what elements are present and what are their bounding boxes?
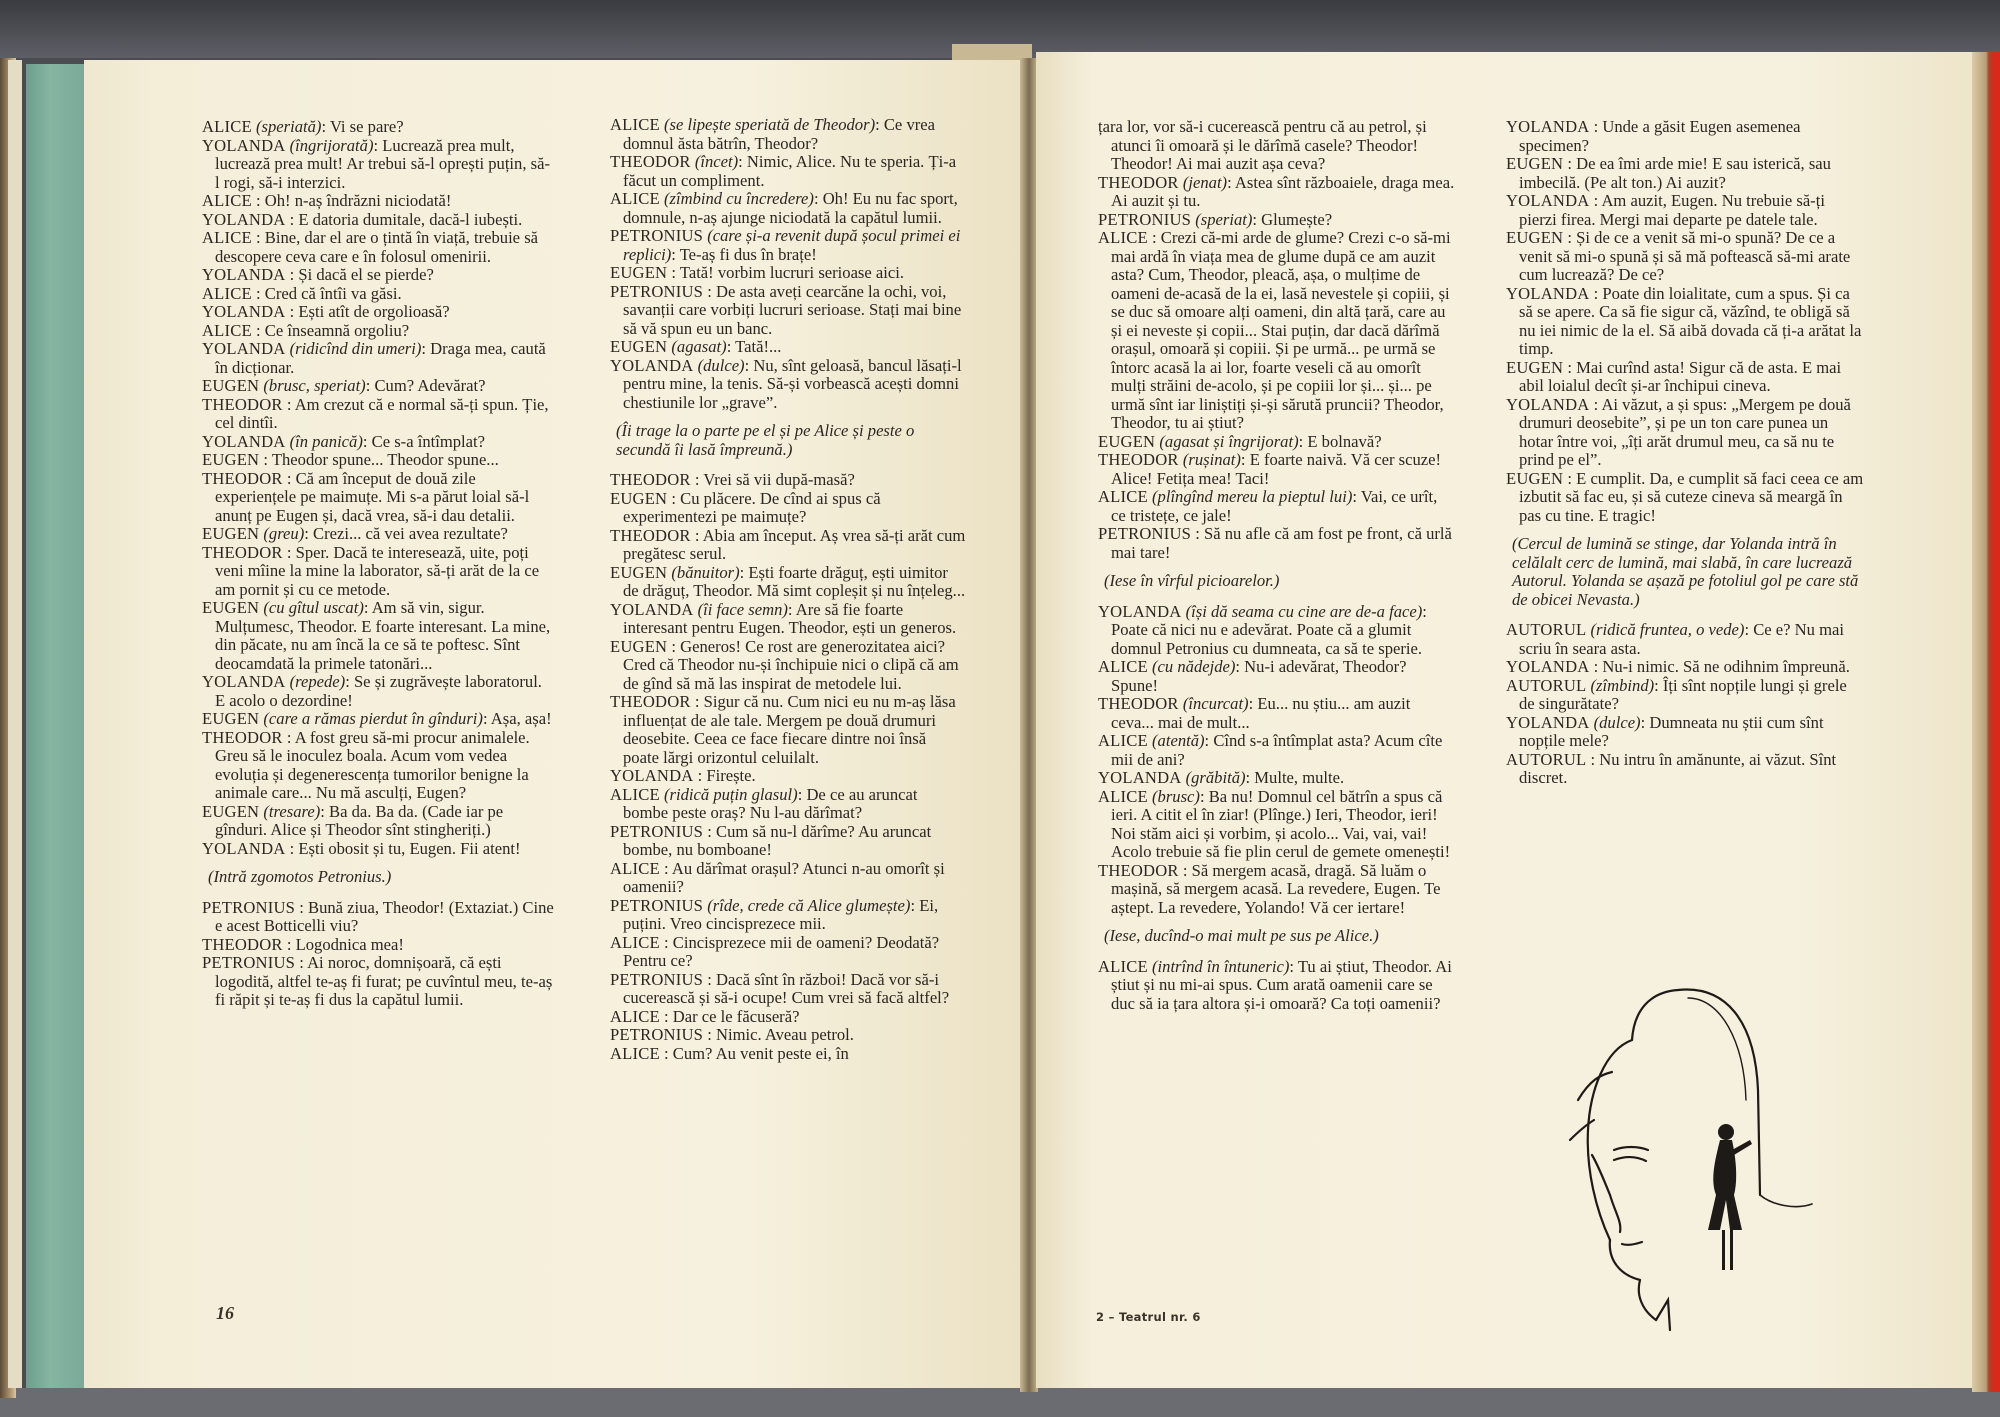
- dialogue-line: EUGEN (cu gîtul uscat): Am să vin, sigur. Mulțumesc, Theodor. E foarte interesant. La mine, din păcate, nu am încă la ce să te poftesc. Sînt deocamdată la primele tatonări...: [202, 598, 551, 673]
- line-text: Poate din loialitate, cum a spus. Și ca să se apere. Ca să fie sigur că, văzînd, te obligă să nu iei nimic de la el. Să aibă dovada că ți-a arătat la timp.: [1519, 283, 1862, 358]
- speaker-name: ALICE: [610, 189, 660, 208]
- speaker-name: THEODOR: [610, 152, 691, 171]
- speaker-name: AUTORUL: [1506, 675, 1587, 695]
- binding-bottom: [0, 1388, 2000, 1417]
- stage-note: (atentă): [1152, 731, 1205, 750]
- line-text: Theodor spune... Theodor spune...: [271, 450, 499, 469]
- dialogue-line: ALICE (intrînd în întuneric): Tu ai știut, Theodor. Ai știut și nu mi-ai spus. Cum arată oamenii care se duc să ia țara altora și-i omoară? Ca toți oamenii?: [1098, 956, 1452, 1013]
- line-text: Sigur că nu. Cum nici eu nu m-aș lăsa influențat de ale tale. Mergem pe două drumuri deosebite. Ceea ce face fiecare dintre noi însă poate lărgi orizontul celuilalt.: [623, 692, 956, 767]
- dialogue-line: ALICE (se lipește speriată de Theodor): Ce vrea domnul ăsta bătrîn, Theodor?: [610, 115, 935, 153]
- speaker-name: THEODOR: [202, 394, 283, 414]
- speaker-name: PETRONIUS: [610, 969, 704, 989]
- speaker-name: EUGEN: [610, 263, 668, 282]
- line-text: Abia am început. Aș vrea să-ți arăt cum pregătesc serul.: [623, 525, 966, 563]
- stage-note: (ridicînd din umeri): [289, 339, 422, 358]
- line-text: Am crezut că e normal să-ți spun. Ție, cel dintîi.: [215, 394, 549, 432]
- line-text: Cînd s-a întîmplat asta? Acum cîte mii de ani?: [1111, 731, 1443, 769]
- speaker-name: ALICE: [202, 191, 252, 210]
- stage-note: (bănuitor): [671, 562, 740, 582]
- speaker-name: EUGEN: [1506, 154, 1564, 173]
- dialogue-line: YOLANDA (îngrijorată): Lucrează prea mult, lucrează prea mult! Ar trebui să-l oprești puțin, să-l rogi, să-i interzici.: [202, 135, 550, 192]
- speaker-name: EUGEN: [202, 709, 260, 728]
- line-text: Generos! Ce rost are generozitatea aici? Cred că Theodor nu-și închipuie nici o clipă că am de gînd să mă las inspirat de metodele lui.: [623, 636, 959, 693]
- dialogue-line: THEODOR : Sigur că nu. Cum nici eu nu m-aș lăsa influențat de ale tale. Mergem pe două drumuri deosebite. Ceea ce face fiecare dintre noi însă poate lărgi orizontul celuilalt.: [610, 692, 956, 767]
- speaker-name: YOLANDA: [1506, 712, 1590, 732]
- speaker-name: THEODOR: [610, 470, 691, 489]
- dialogue-line: ALICE (brusc): Ba nu! Domnul cel bătrîn a spus că ieri. A citit el în ziar! (Plînge.) Ieri, Theodor, ieri! Noi stăm aici și vorbim, și acolo... Vai, vai, vai! Acolo trebuie să fie plin cerul de gemete omenești!: [1098, 786, 1451, 861]
- stage-note: (îngrijorată): [289, 135, 374, 155]
- dialogue-line: ALICE : Cum? Au venit peste ei, în: [610, 1043, 849, 1063]
- illustration-woman-face: [1550, 980, 1830, 1335]
- dialogue-line: PETRONIUS : Bună ziua, Theodor! (Extaziat.) Cine e acest Botticelli viu?: [202, 897, 554, 935]
- dialogue-line: PETRONIUS : De asta aveți cearcăne la ochi, voi, savanții care vorbiți lucruri serioase. Stați mai bine să vă spun eu un banc.: [610, 281, 962, 338]
- line-text: Ei, puțini. Vreo cincisprezece mii.: [623, 895, 939, 933]
- line-text: E datoria dumitale, dacă-l iubești.: [298, 209, 523, 229]
- dialogue-line: THEODOR : A fost greu să-mi procur animalele. Greu să le inoculez boala. Acum vom vedea evoluția și degenerescența tumorilor benigne la animale care... Nu mă asculți, Eugen?: [202, 727, 530, 802]
- stage-direction: (Iese, ducînd-o mai mult pe sus pe Alice.): [1104, 926, 1379, 945]
- speaker-name: ALICE: [202, 320, 252, 340]
- line-text: Dar ce le făcuseră?: [672, 1006, 800, 1026]
- dialogue-line: ALICE (speriată): Vi se pare?: [202, 117, 404, 136]
- line-text: Ești foarte drăguț, ești uimitor de drăguț, Theodor. Mă simt copleșit și nu înțeleg...: [623, 562, 966, 600]
- speaker-name: EUGEN: [1506, 228, 1564, 247]
- dialogue-line: EUGEN (agasat și îngrijorat): E bolnavă?: [1098, 431, 1382, 451]
- dialogue-line: EUGEN : Theodor spune... Theodor spune...: [202, 450, 499, 469]
- stage-note: (rîde, crede că Alice glumește): [707, 895, 911, 915]
- speaker-name: PETRONIUS: [1098, 209, 1192, 229]
- line-text: Astea sînt războaiele, draga mea. Ai auzit și tu.: [1111, 172, 1455, 210]
- speaker-name: EUGEN: [1506, 357, 1564, 377]
- stage-note: (intrînd în întuneric): [1152, 956, 1290, 976]
- line-text: Îți sînt nopțile lungi și grele de singurătate?: [1519, 675, 1847, 713]
- dialogue-line: EUGEN : Și de ce a venit să mi-o spună? De ce a venit să mi-o spună și să mă poftească să-mi arate cum lucrează? De ce?: [1506, 228, 1851, 284]
- dialogue-line: YOLANDA (își dă seama cu cine are de-a face): Poate că nici nu e adevărat. Poate că a glumit domnul Petronius cu dumneata, ca să te sperie.: [1098, 601, 1427, 658]
- dialogue-line: PETRONIUS (speriat): Glumește?: [1098, 209, 1333, 229]
- dialogue-line: PETRONIUS : Nimic. Aveau petrol.: [610, 1025, 854, 1044]
- stage-note: (cu gîtul uscat): [263, 598, 364, 617]
- line-text: Firește.: [706, 766, 756, 785]
- dialogue-line: PETRONIUS (care și-a revenit după șocul primei ei replici): Te-aș fi dus în brațe!: [610, 226, 961, 264]
- speaker-name: EUGEN: [202, 598, 260, 617]
- line-text: Crezi că-mi arde de glume? Crezi c-o să-mi mai ardă în viața mea de glume după ce am auzit asta? Cum, Theodor, pleacă, așa, o mulțime de oameni de-acasă de la ei, lasă nevestele și copiii, și se duc să omoare alți oameni, din altă țară, care au și ei neveste și copii... Stai puțin, dar dacă dărîmă orașul, omoară și copiii. Și pe urmă... pe urmă se întorc acasă la ai lor, foarte veseli că au omorît mulți străini de-acolo, și pe copiii lor și... și... pe urmă sînt iar liniștiți și-și sărută pruncii? Theodor, Theodor, tu ai știut?: [1111, 228, 1451, 432]
- dialogue-line: THEODOR (rușinat): E foarte naivă. Vă cer scuze! Alice! Fetița mea! Taci!: [1098, 450, 1442, 488]
- dialogue-line: ALICE (ridică puțin glasul): De ce au aruncat bombe peste oraș? Nu l-au dărîmat?: [610, 784, 918, 822]
- line-text: Bună ziua, Theodor! (Extaziat.) Cine e acest Botticelli viu?: [215, 897, 554, 935]
- dialogue-line: AUTORUL : Nu intru în amănunte, ai văzut. Sînt discret.: [1506, 749, 1837, 787]
- dialogue-line: YOLANDA : Și dacă el se pierde?: [202, 265, 434, 284]
- line-text: Dacă sînt în război! Dacă vor să-i cucerească și să-i ocupe! Cum vrei să facă altfel?: [623, 969, 950, 1007]
- line-text: Dumneata nu știi cum sînt nopțile mele?: [1519, 712, 1824, 750]
- speaker-name: THEODOR: [1098, 450, 1179, 469]
- dialogue-line: YOLANDA : Ești atît de orgolioasă?: [202, 302, 450, 321]
- line-text: Cred că întîi va găsi.: [264, 283, 402, 303]
- speaker-name: ALICE: [610, 1043, 660, 1063]
- speaker-name: YOLANDA: [202, 838, 286, 858]
- dialogue-line: YOLANDA : E datoria dumitale, dacă-l iubești.: [202, 209, 523, 229]
- dialogue-line: EUGEN : Tată! vorbim lucruri serioase aici.: [610, 263, 905, 282]
- speaker-name: ALICE: [1098, 487, 1148, 506]
- speaker-name: YOLANDA: [202, 135, 286, 155]
- speaker-name: THEODOR: [610, 525, 691, 545]
- line-text: Nimic. Aveau petrol.: [716, 1025, 854, 1044]
- speaker-name: EUGEN: [202, 801, 260, 821]
- line-text: E cumplit. Da, e cumplit să faci ceea ce am izbutit să fac eu, și să cuteze cineva să meargă în pas cu tine. E tragic!: [1519, 468, 1864, 525]
- stage-note: (care a rămas pierdut în gînduri): [263, 709, 483, 728]
- line-text: Tată!...: [735, 337, 782, 356]
- line-text: Lucrează prea mult, lucrează prea mult! Ar trebui să-l oprești puțin, să-l rogi, să-i interzici.: [215, 135, 550, 192]
- line-text: Ești obosit și tu, Eugen. Fii atent!: [298, 838, 521, 858]
- left-page-column-1: [202, 118, 554, 1010]
- speaker-name: EUGEN: [202, 524, 260, 543]
- dialogue-line: EUGEN (bănuitor): Ești foarte drăguț, ești uimitor de drăguț, Theodor. Mă simt copleșit și nu înțeleg...: [610, 562, 966, 600]
- line-text: Cu plăcere. De cînd ai spus că experimentezi pe maimuțe?: [623, 488, 881, 526]
- green-page-edge: [26, 64, 86, 1388]
- speaker-name: PETRONIUS: [1098, 524, 1192, 543]
- line-text: Nu intru în amănunte, ai văzut. Sînt discret.: [1519, 749, 1837, 787]
- speaker-name: YOLANDA: [610, 599, 694, 619]
- line-text: Că am început de două zile experiențele pe maimuțe. Mi s-a părut loial să-l anunț pe Eugen și, dacă vrea, să-i dau detalii.: [215, 468, 530, 525]
- line-text: Logodnica mea!: [295, 934, 404, 954]
- speaker-name: THEODOR: [202, 468, 283, 488]
- line-text: Unde a găsit Eugen asemenea specimen?: [1519, 117, 1801, 155]
- speaker-name: YOLANDA: [202, 672, 286, 691]
- stage-note: (încurcat): [1182, 694, 1249, 713]
- speaker-name: YOLANDA: [610, 766, 694, 785]
- dialogue-line: THEODOR (jenat): Astea sînt războaiele, draga mea. Ai auzit și tu.: [1098, 172, 1455, 210]
- line-text: Am auzit, Eugen. Nu trebuie să-ți pierzi firea. Mergi mai departe pe datele tale.: [1519, 191, 1825, 229]
- dialogue-line: PETRONIUS (rîde, crede că Alice glumește): Ei, puțini. Vreo cincisprezece mii.: [610, 895, 939, 933]
- speaker-name: YOLANDA: [1506, 657, 1590, 676]
- line-text: Au dărîmat orașul? Atunci n-au omorît și oamenii?: [623, 858, 945, 896]
- speaker-name: YOLANDA: [1506, 283, 1590, 303]
- stage-note: (agasat): [671, 337, 727, 356]
- line-text: Vrei să vii după-masă?: [703, 470, 855, 489]
- speaker-name: EUGEN: [1506, 468, 1564, 488]
- speaker-name: THEODOR: [202, 542, 283, 562]
- dialogue-line: THEODOR : Abia am început. Aș vrea să-ți arăt cum pregătesc serul.: [610, 525, 966, 563]
- speaker-name: EUGEN: [610, 562, 668, 582]
- right-page-column-2: [1506, 118, 1866, 788]
- stage-note: (greu): [263, 524, 305, 543]
- speaker-name: THEODOR: [1098, 694, 1179, 713]
- stage-note: (îi face semn): [697, 599, 788, 619]
- line-text: Mai curînd asta! Sigur că de asta. E mai abil loialul decît și-ar închipui cineva.: [1519, 357, 1842, 395]
- line-text: Sper. Dacă te interesează, uite, poți veni mîine la mine la laborator, să-ți arăt de la ce am pornit și cu ce metode.: [215, 542, 540, 599]
- dialogue-line: THEODOR (încet): Nimic, Alice. Nu te speria. Ți-a făcut un compliment.: [610, 152, 957, 190]
- line-text: Glumește?: [1261, 209, 1333, 229]
- stage-note: (grăbită): [1185, 768, 1246, 787]
- stage-note: (se lipește speriată de Theodor): [664, 115, 876, 134]
- speaker-name: PETRONIUS: [610, 821, 704, 841]
- dialogue-line: YOLANDA : Firește.: [610, 766, 756, 785]
- speaker-name: PETRONIUS: [202, 953, 296, 972]
- line-text: Și dacă el se pierde?: [298, 265, 434, 284]
- speaker-name: YOLANDA: [1506, 394, 1590, 414]
- stage-note: (care și-a revenit după șocul primei ei replici): [623, 226, 961, 264]
- speaker-name: PETRONIUS: [610, 1025, 704, 1044]
- dialogue-line: YOLANDA : Poate din loialitate, cum a spus. Și ca să se apere. Ca să fie sigur că, văzînd, te obligă să nu iei nimic de la el. Să aibă dovada că ți-a arătat la timp.: [1506, 283, 1862, 358]
- line-text: Oh! Eu nu fac sport, domnule, n-aș ajunge niciodată la capătul lumii.: [623, 189, 958, 227]
- dialogue-line: YOLANDA (dulce): Dumneata nu știi cum sînt nopțile mele?: [1506, 712, 1824, 750]
- line-text: Ce înseamnă orgoliu?: [264, 320, 410, 340]
- dialogue-line: ALICE : Cincisprezece mii de oameni? Deodată? Pentru ce?: [610, 932, 940, 970]
- speaker-name: YOLANDA: [202, 339, 286, 358]
- dialogue-line: THEODOR : Să mergem acasă, dragă. Să luăm o mașină, să mergem acasă. La revedere, Eugen. Te aștept. La revedere, Yolando! Vă cer iertare!: [1098, 860, 1441, 917]
- speaker-name: ALICE: [1098, 657, 1148, 676]
- dialogue-line: PETRONIUS : Să nu afle că am fost pe front, că urlă mai tare!: [1098, 524, 1452, 562]
- line-text: Bine, dar el are o țintă în viață, trebuie să descopere ceva care e în folosul omenirii.: [215, 228, 539, 266]
- speaker-name: EUGEN: [202, 376, 260, 395]
- dialogue-line: EUGEN (tresare): Ba da. Ba da. (Cade iar pe gînduri. Alice și Theodor sînt stingheriți.): [202, 801, 504, 839]
- line-text: Ba da. Ba da. (Cade iar pe gînduri. Alice și Theodor sînt stingheriți.): [215, 801, 504, 839]
- stage-direction: (Iese în vîrful picioarelor.): [1104, 571, 1280, 590]
- line-text: Te-aș fi dus în brațe!: [679, 244, 817, 264]
- speaker-name: THEODOR: [1098, 172, 1179, 192]
- line-text: Poate că nici nu e adevărat. Poate că a glumit domnul Petronius cu dumneata, ca să te sperie.: [1111, 620, 1423, 658]
- speaker-name: EUGEN: [610, 636, 668, 656]
- speaker-name: ALICE: [610, 784, 660, 804]
- speaker-name: ALICE: [610, 115, 660, 134]
- stage-note: (încet): [694, 152, 739, 171]
- speaker-name: THEODOR: [610, 692, 691, 711]
- speaker-name: THEODOR: [1098, 860, 1179, 880]
- speaker-name: ALICE: [610, 858, 660, 878]
- dialogue-line: YOLANDA (repede): Se și zugrăvește laboratorul. E acolo o dezordine!: [202, 672, 542, 710]
- speaker-name: EUGEN: [610, 488, 668, 508]
- line-text: A fost greu să-mi procur animalele. Greu să le inoculez boala. Acum vom vedea evoluția și degenerescența tumorilor benigne la animale care... Nu mă asculți, Eugen?: [215, 727, 530, 802]
- line-text: Cum? Au venit peste ei, în: [672, 1043, 849, 1063]
- page-footer: 2 – Teatrul nr. 6: [1096, 1310, 1201, 1324]
- speaker-name: ALICE: [610, 932, 660, 952]
- stage-note: (ridică puțin glasul): [664, 784, 798, 804]
- dialogue-line: ALICE (atentă): Cînd s-a întîmplat asta? Acum cîte mii de ani?: [1098, 731, 1443, 769]
- line-text: Am să vin, sigur. Mulțumesc, Theodor. E foarte interesant. La mine, din păcate, nu am încă la ce să te poftesc. Sînt deocamdată la primele tatonări...: [215, 598, 551, 673]
- line-text: Oh! n-aș îndrăzni niciodată!: [264, 191, 452, 210]
- line-text: Ce s-a întîmplat?: [371, 431, 486, 451]
- stage-note: (brusc): [1152, 786, 1200, 806]
- speaker-name: ALICE: [610, 1006, 660, 1026]
- line-text: Nu, sînt geloasă, bancul lăsați-l pentru mine, la tenis. Să-și vorbească acești domni chestiunile lor „grave”.: [623, 355, 962, 412]
- stage-note: (speriată): [256, 117, 322, 136]
- page-stack-right: [1972, 52, 2000, 1392]
- speaker-name: YOLANDA: [202, 302, 286, 321]
- dialogue-line: EUGEN : Cu plăcere. De cînd ai spus că experimentezi pe maimuțe?: [610, 488, 881, 526]
- line-text: Să nu afle că am fost pe front, că urlă mai tare!: [1111, 524, 1452, 562]
- line-text: De ce au aruncat bombe peste oraș? Nu l-au dărîmat?: [623, 784, 918, 822]
- dialogue-line: EUGEN : E cumplit. Da, e cumplit să faci ceea ce am izbutit să fac eu, și să cuteze cineva să meargă în pas cu tine. E tragic!: [1506, 468, 1864, 525]
- speaker-name: THEODOR: [202, 934, 283, 954]
- dialogue-line: [1098, 118, 1456, 174]
- line-text: Și de ce a venit să mi-o spună? De ce a venit să mi-o spună și să mă poftească să-mi arate cum lucrează? De ce?: [1519, 228, 1851, 284]
- stage-note: (plîngînd mereu la pieptul lui): [1152, 487, 1353, 506]
- speaker-name: YOLANDA: [610, 355, 694, 375]
- dialogue-line: YOLANDA (în panică): Ce s-a întîmplat?: [202, 431, 486, 451]
- dialogue-line: ALICE : Bine, dar el are o țintă în viață, trebuie să descopere ceva care e în folosul omenirii.: [202, 228, 539, 266]
- speaker-name: PETRONIUS: [610, 895, 704, 915]
- right-page-column-1: [1098, 118, 1456, 1013]
- dialogue-line: EUGEN (greu): Crezi... că vei avea rezultate?: [202, 524, 508, 543]
- line-text: Cum să nu-l dărîme? Au aruncat bombe, nu bomboane!: [623, 821, 932, 859]
- stage-note: (dulce): [1593, 712, 1641, 732]
- speaker-name: ALICE: [1098, 731, 1148, 750]
- dialogue-line: YOLANDA (îi face semn): Are să fie foarte interesant pentru Eugen. Theodor, ești un generos.: [610, 599, 957, 637]
- speaker-name: ALICE: [202, 117, 252, 136]
- line-text: Cincisprezece mii de oameni? Deodată? Pentru ce?: [623, 932, 940, 970]
- line-text: Vi se pare?: [329, 117, 404, 136]
- speaker-name: AUTORUL: [1506, 620, 1587, 639]
- stage-direction: (Îi trage la o parte pe el și pe Alice și peste o secundă îi lasă împreună.): [616, 421, 915, 459]
- line-text: Ce e? Nu mai scriu în seara asta.: [1519, 620, 1844, 658]
- dialogue-line: ALICE : Dar ce le făcuseră?: [610, 1006, 800, 1026]
- line-text: Ești atît de orgolioasă?: [298, 302, 450, 321]
- stage-note: (repede): [289, 672, 346, 691]
- dialogue-line: ALICE : Crezi că-mi arde de glume? Crezi c-o să-mi mai ardă în viața mea de glume după ce am auzit asta? Cum, Theodor, pleacă, așa, o mulțime de oameni de-acasă de la ei, lasă nevestele și copiii, și se duc să omoare alți oameni, din altă țară, care au și ei neveste și copii... Stai puțin, dar dacă dărîmă orașul, omoară și copiii. Și pe urmă... pe urmă se întorc acasă la ai lor, foarte veseli că au omorît mulți străini de-acolo, și pe copiii lor și... și... pe urmă sînt iar liniștiți și-și sărută pruncii? Theodor, Theodor, tu ai știut?: [1098, 228, 1451, 432]
- dialogue-line: YOLANDA : Unde a găsit Eugen asemenea specimen?: [1506, 117, 1801, 155]
- speaker-name: ALICE: [1098, 228, 1148, 247]
- speaker-name: EUGEN: [1098, 431, 1156, 451]
- dialogue-line: THEODOR : Sper. Dacă te interesează, uite, poți veni mîine la mine la laborator, să-ți arăt de la ce am pornit și cu ce metode.: [202, 542, 540, 599]
- stage-note: (dulce): [697, 355, 745, 375]
- dialogue-line: THEODOR : Logodnica mea!: [202, 934, 404, 954]
- dialogue-line: YOLANDA : Ai văzut, a și spus: „Mergem pe două drumuri deosebite”, și pe un ton care punea un hotar între voi, „îți arăt drumul meu, ca să nu te prind pe el”.: [1506, 394, 1851, 469]
- line-text: Are să fie foarte interesant pentru Eugen. Theodor, ești un generos.: [623, 599, 957, 637]
- speaker-name: YOLANDA: [1506, 117, 1590, 136]
- line-text: Tată! vorbim lucruri serioase aici.: [679, 263, 905, 282]
- line-text: Să mergem acasă, dragă. Să luăm o mașină, să mergem acasă. La revedere, Eugen. Te aștept. La revedere, Yolando! Vă cer iertare!: [1111, 860, 1441, 917]
- dialogue-line: THEODOR (încurcat): Eu... nu știu... am auzit ceva... mai de mult...: [1098, 694, 1411, 732]
- dialogue-line: EUGEN (brusc, speriat): Cum? Adevărat?: [202, 376, 486, 395]
- dialogue-line: ALICE (plîngînd mereu la pieptul lui): Vai, ce urît, ce tristețe, ce jale!: [1098, 487, 1438, 525]
- line-text: De ea îmi arde mie! E sau isterică, sau imbecilă. (Pe alt ton.) Ai auzit?: [1519, 154, 1831, 192]
- line-text: Așa, așa!: [490, 709, 552, 728]
- dialogue-line: PETRONIUS : Cum să nu-l dărîme? Au aruncat bombe, nu bomboane!: [610, 821, 932, 859]
- stage-note: (jenat): [1182, 172, 1228, 192]
- dialogue-line: ALICE : Au dărîmat orașul? Atunci n-au omorît și oamenii?: [610, 858, 945, 896]
- dialogue-line: EUGEN : De ea îmi arde mie! E sau isterică, sau imbecilă. (Pe alt ton.) Ai auzit?: [1506, 154, 1831, 192]
- dialogue-line: THEODOR : Vrei să vii după-masă?: [610, 470, 855, 489]
- dialogue-line: YOLANDA (ridicînd din umeri): Draga mea, caută în dicționar.: [202, 339, 546, 377]
- dialogue-line: YOLANDA (dulce): Nu, sînt geloasă, bancul lăsați-l pentru mine, la tenis. Să-și vorbească acești domni chestiunile lor „grave”.: [610, 355, 962, 412]
- dialogue-line: PETRONIUS : Dacă sînt în război! Dacă vor să-i cucerească și să-i ocupe! Cum vrei să facă altfel?: [610, 969, 950, 1007]
- dialogue-line: YOLANDA : Ești obosit și tu, Eugen. Fii atent!: [202, 838, 521, 858]
- speaker-name: PETRONIUS: [610, 226, 704, 245]
- speaker-name: AUTORUL: [1506, 749, 1587, 769]
- line-text: Ba nu! Domnul cel bătrîn a spus că ieri. A citit el în ziar! (Plînge.) Ieri, Theodor, ieri! Noi stăm aici și vorbim, și acolo... Vai, vai, vai! Acolo trebuie să fie plin cerul de gemete omenești!: [1111, 786, 1451, 861]
- speaker-name: PETRONIUS: [202, 897, 296, 917]
- line-text: E bolnavă?: [1307, 431, 1382, 451]
- dialogue-line: YOLANDA : Nu-i nimic. Să ne odihnim împreună.: [1506, 657, 1850, 676]
- dialogue-line: PETRONIUS : Ai noroc, domnișoară, că ești logodită, altfel te-aș fi furat; pe cuvîntul meu, te-aș fi răpit și te-aș fi dus la capătul lumii.: [202, 953, 553, 1009]
- dialogue-line: YOLANDA : Am auzit, Eugen. Nu trebuie să-ți pierzi firea. Mergi mai departe pe datele tale.: [1506, 191, 1825, 229]
- page-number: 16: [216, 1303, 234, 1323]
- line-text: Nu-i nimic. Să ne odihnim împreună.: [1602, 657, 1850, 676]
- dialogue-line: EUGEN (agasat): Tată!...: [610, 337, 782, 356]
- dialogue-line: ALICE : Cred că întîi va găsi.: [202, 283, 402, 303]
- line-text: Ce vrea domnul ăsta bătrîn, Theodor?: [623, 115, 935, 153]
- line-text: Ai văzut, a și spus: „Mergem pe două drumuri deosebite”, și pe un ton care punea un hotar între voi, „îți arăt drumul meu, ca să nu te prind pe el”.: [1519, 394, 1851, 469]
- line-text: Se și zugrăvește laboratorul. E acolo o dezordine!: [215, 672, 542, 710]
- speaker-name: YOLANDA: [1098, 768, 1182, 787]
- stage-direction: (Intră zgomotos Petronius.): [208, 867, 392, 886]
- dialogue-line: AUTORUL (zîmbind): Îți sînt nopțile lungi și grele de singurătate?: [1506, 675, 1847, 713]
- stage-note: (își dă seama cu cine are de-a face): [1185, 601, 1423, 621]
- page-stack-left: [8, 60, 22, 1388]
- speaker-name: YOLANDA: [1506, 191, 1590, 210]
- line-text: Nu-i adevărat, Theodor? Spune!: [1111, 657, 1407, 695]
- speaker-name: EUGEN: [610, 337, 668, 356]
- line-text: țara lor, vor să-i cucerească pentru că au petrol, și atunci îi omoară și le dărîmă casele? Theodor! Theodor! Ai mai auzit așa ceva?: [1098, 117, 1427, 173]
- dialogue-line: THEODOR : Că am început de două zile experiențele pe maimuțe. Mi s-a părut loial să-l anunț pe Eugen și, dacă vrea, să-i dau detalii.: [202, 468, 530, 525]
- speaker-name: ALICE: [1098, 786, 1148, 806]
- speaker-name: YOLANDA: [202, 265, 286, 284]
- stage-direction: (Cercul de lumină se stinge, dar Yolanda intră în celălalt cerc de lumină, mai slabă, în care lucrează Autorul. Yolanda se așază pe fotoliul gol pe care stă de obicei Nevasta.): [1512, 534, 1859, 609]
- dialogue-line: EUGEN : Generos! Ce rost are generozitatea aici? Cred că Theodor nu-și închipuie nici o clipă că am de gînd să mă las inspirat de metodele lui.: [610, 636, 959, 693]
- speaker-name: YOLANDA: [1098, 601, 1182, 621]
- dialogue-line: ALICE (cu nădejde): Nu-i adevărat, Theodor? Spune!: [1098, 657, 1407, 695]
- stage-note: (cu nădejde): [1152, 657, 1236, 676]
- line-text: E foarte naivă. Vă cer scuze! Alice! Fetița mea! Taci!: [1111, 450, 1442, 488]
- stage-note: (brusc, speriat): [263, 376, 366, 395]
- line-text: Tu ai știut, Theodor. Ai știut și nu mi-ai spus. Cum arată oamenii care se duc să ia țara altora și-i omoară? Ca toți oamenii?: [1111, 956, 1452, 1013]
- stage-note: (agasat și îngrijorat): [1159, 431, 1299, 451]
- dialogue-line: ALICE : Oh! n-aș îndrăzni niciodată!: [202, 191, 452, 210]
- left-page-column-2: [610, 116, 966, 1063]
- dialogue-line: EUGEN (care a rămas pierdut în gînduri): Așa, așa!: [202, 709, 552, 728]
- speaker-name: ALICE: [202, 228, 252, 247]
- stage-note: (în panică): [289, 431, 363, 451]
- dialogue-line: EUGEN : Mai curînd asta! Sigur că de asta. E mai abil loialul decît și-ar închipui cineva.: [1506, 357, 1842, 395]
- line-text: Draga mea, caută în dicționar.: [215, 339, 546, 377]
- line-text: Crezi... că vei avea rezultate?: [313, 524, 508, 543]
- stage-note: (ridică fruntea, o vede): [1590, 620, 1745, 639]
- speaker-name: PETRONIUS: [610, 281, 704, 301]
- speaker-name: YOLANDA: [202, 209, 286, 229]
- stage-note: (tresare): [263, 801, 321, 821]
- line-text: Cum? Adevărat?: [374, 376, 486, 395]
- speaker-name: ALICE: [1098, 956, 1148, 976]
- line-text: Multe, multe.: [1254, 768, 1345, 787]
- line-text: De asta aveți cearcăne la ochi, voi, savanții care vorbiți lucruri serioase. Stați mai bine să vă spun eu un banc.: [623, 281, 962, 338]
- dialogue-line: AUTORUL (ridică fruntea, o vede): Ce e? Nu mai scriu în seara asta.: [1506, 620, 1844, 658]
- dialogue-line: YOLANDA (grăbită): Multe, multe.: [1098, 768, 1345, 787]
- stage-note: (zîmbind): [1590, 675, 1655, 695]
- dialogue-line: ALICE (zîmbind cu încredere): Oh! Eu nu fac sport, domnule, n-aș ajunge niciodată la capătul lumii.: [610, 189, 958, 227]
- dialogue-line: ALICE : Ce înseamnă orgoliu?: [202, 320, 410, 340]
- line-text: Nimic, Alice. Nu te speria. Ți-a făcut un compliment.: [623, 152, 957, 190]
- stage-note: (zîmbind cu încredere): [664, 189, 814, 208]
- stage-note: (rușinat): [1182, 450, 1241, 469]
- speaker-name: EUGEN: [202, 450, 260, 469]
- speaker-name: ALICE: [202, 283, 252, 303]
- stage-note: (speriat): [1195, 209, 1253, 229]
- speaker-name: THEODOR: [202, 727, 283, 747]
- line-text: Vai, ce urît, ce tristețe, ce jale!: [1111, 487, 1438, 525]
- line-text: Eu... nu știu... am auzit ceva... mai de mult...: [1111, 694, 1411, 732]
- speaker-name: YOLANDA: [202, 431, 286, 451]
- line-text: Ai noroc, domnișoară, că ești logodită, altfel te-aș fi furat; pe cuvîntul meu, te-aș fi răpit și te-aș fi dus la capătul lumii.: [215, 953, 553, 1009]
- dialogue-line: THEODOR : Am crezut că e normal să-ți spun. Ție, cel dintîi.: [202, 394, 549, 432]
